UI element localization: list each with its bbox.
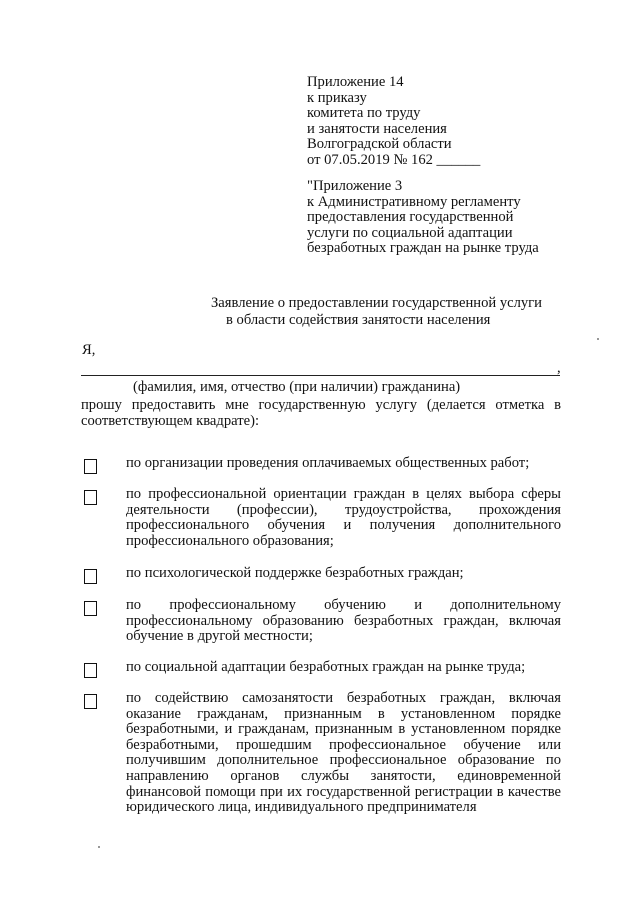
- order-reference-block: [307, 75, 607, 169]
- option-checkbox[interactable]: [84, 459, 97, 474]
- scan-speck: [98, 846, 100, 848]
- appendix-reference-line: к Административному регламенту: [307, 193, 521, 210]
- option-checkbox[interactable]: [84, 663, 97, 678]
- order-reference-line: к приказу: [307, 89, 367, 106]
- title-line-2: в области содействия занятости населения: [226, 312, 491, 328]
- option-text: по организации проведения оплачиваемых общественных работ;: [126, 455, 530, 471]
- appendix-reference-line: "Приложение 3: [307, 178, 403, 194]
- option-text: по профессиональному обучению и дополнительному профессиональному образованию безработных граждан, включая обучение в другой местности;: [126, 597, 561, 645]
- option-text: по профессиональной ориентации граждан в целях выбора сферы деятельности (профессии), трудоустройства, прохождения профессионального обучения и получения дополнительного профессионального образования;: [126, 486, 561, 549]
- option-checkbox[interactable]: [84, 569, 97, 584]
- option-checkbox[interactable]: [84, 490, 97, 505]
- applicant-name-field[interactable]: [81, 375, 560, 376]
- option-checkbox[interactable]: [84, 601, 97, 616]
- order-reference-line: и занятости населения: [307, 120, 447, 137]
- order-reference-line: Волгоградской области: [307, 136, 452, 153]
- scan-speck: [597, 338, 599, 340]
- option-text: по содействию самозанятости безработных граждан, включая оказание гражданам, признанным в установленном порядке безработными, и гражданам, признанным в установленном порядке безработными, прошедшим профессиональное обучение или получившим дополнительное профессиональное образование по направлению органов службы занятости, единовременной финансовой помощи при их государственной регистрации в качестве юридического лица, индивидуального предпринимателя: [126, 690, 561, 816]
- option-text: по психологической поддержке безработных граждан;: [126, 565, 464, 581]
- order-reference-line: комитета по труду: [307, 105, 421, 122]
- appendix-reference-line: безработных граждан на рынке труда: [307, 240, 539, 257]
- appendix-reference-line: предоставления государственной: [307, 209, 514, 226]
- option-text: по социальной адаптации безработных граждан на рынке труда;: [126, 659, 526, 675]
- applicant-name-hint: (фамилия, имя, отчество (при наличии) гражданина): [133, 379, 461, 395]
- option-checkbox[interactable]: [84, 694, 97, 709]
- applicant-prefix: Я,: [82, 342, 96, 358]
- title-line-1: Заявление о предоставлении государственной услуги: [211, 295, 542, 311]
- order-reference-line: Приложение 14: [307, 74, 404, 90]
- request-text: прошу предоставить мне государственную услугу (делается отметка в соответствующем квадрате):: [81, 397, 561, 429]
- order-reference-line: от 07.05.2019 № 162 ______: [307, 151, 481, 168]
- appendix-reference-line: услуги по социальной адаптации: [307, 224, 513, 241]
- appendix-reference-block: [307, 179, 627, 257]
- applicant-comma: ,: [557, 360, 561, 376]
